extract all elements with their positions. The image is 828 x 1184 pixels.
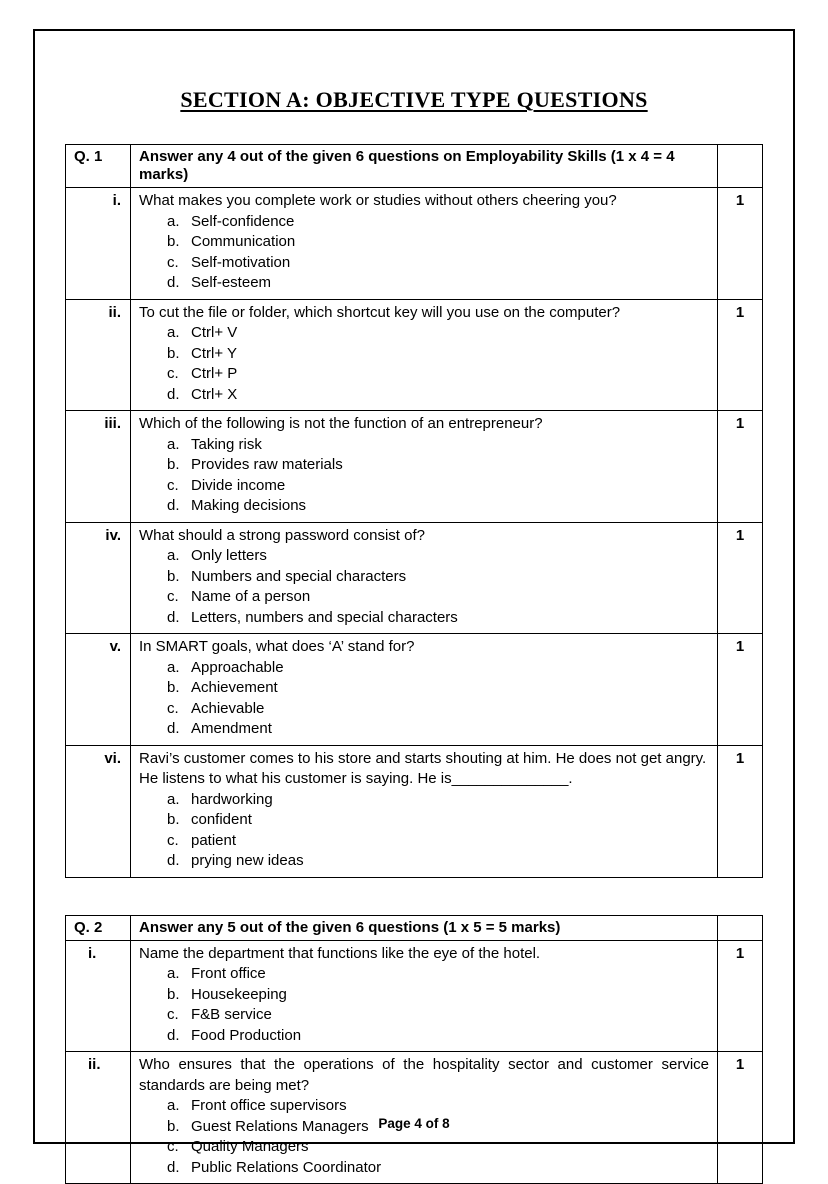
question-number: v.: [66, 634, 131, 746]
option-text: Divide income: [191, 476, 285, 497]
options-list: [167, 323, 709, 405]
option-item: [167, 851, 709, 872]
option-letter: c.: [167, 831, 182, 852]
option-item: [167, 810, 709, 831]
option-item: [167, 1026, 709, 1047]
option-letter: b.: [167, 232, 182, 253]
option-text: Self-motivation: [191, 253, 290, 274]
question-row: [66, 299, 763, 411]
option-item: [167, 608, 709, 629]
options-list: [167, 658, 709, 740]
question-text: In SMART goals, what does ‘A’ stand for?: [139, 637, 709, 658]
question-table: [65, 915, 763, 1184]
marks-header-cell: [718, 145, 763, 188]
option-letter: a.: [167, 1096, 182, 1117]
page-footer: Page 4 of 8: [35, 1116, 793, 1131]
option-letter: b.: [167, 567, 182, 588]
question-row: [66, 634, 763, 746]
question-number: iv.: [66, 522, 131, 634]
option-text: Making decisions: [191, 496, 306, 517]
question-number: ii.: [66, 299, 131, 411]
option-letter: b.: [167, 985, 182, 1006]
marks-cell: 1: [718, 299, 763, 411]
option-letter: a.: [167, 435, 182, 456]
option-item: [167, 1137, 709, 1158]
question-number: ii.: [66, 1052, 131, 1184]
option-letter: c.: [167, 253, 182, 274]
question-set-number: Q. 1: [66, 145, 131, 188]
marks-cell: 1: [718, 522, 763, 634]
marks-cell: 1: [718, 411, 763, 523]
option-letter: c.: [167, 364, 182, 385]
option-text: Ctrl+ X: [191, 385, 237, 406]
question-text: To cut the file or folder, which shortcut key will you use on the computer?: [139, 303, 709, 324]
option-text: Achievement: [191, 678, 278, 699]
option-letter: b.: [167, 1117, 182, 1138]
option-letter: c.: [167, 699, 182, 720]
option-item: [167, 546, 709, 567]
option-text: hardworking: [191, 790, 273, 811]
option-item: [167, 1096, 709, 1117]
option-letter: a.: [167, 964, 182, 985]
option-text: Amendment: [191, 719, 272, 740]
option-item: [167, 496, 709, 517]
question-cell: [131, 940, 718, 1052]
option-text: Approachable: [191, 658, 284, 679]
question-row: [66, 411, 763, 523]
option-text: Letters, numbers and special characters: [191, 608, 458, 629]
question-row: [66, 745, 763, 877]
option-item: [167, 567, 709, 588]
marks-cell: 1: [718, 745, 763, 877]
options-list: [167, 212, 709, 294]
option-item: [167, 435, 709, 456]
option-item: [167, 273, 709, 294]
option-letter: b.: [167, 455, 182, 476]
question-row: [66, 188, 763, 300]
option-text: Provides raw materials: [191, 455, 343, 476]
option-letter: d.: [167, 496, 182, 517]
option-text: Only letters: [191, 546, 267, 567]
option-text: confident: [191, 810, 252, 831]
option-text: Self-confidence: [191, 212, 294, 233]
option-letter: c.: [167, 1137, 182, 1158]
option-letter: d.: [167, 1158, 182, 1179]
option-text: Ctrl+ Y: [191, 344, 237, 365]
question-number: i.: [66, 188, 131, 300]
option-text: prying new ideas: [191, 851, 304, 872]
question-cell: [131, 299, 718, 411]
option-item: [167, 790, 709, 811]
question-table: [65, 144, 763, 878]
tables-container: [65, 144, 763, 1184]
marks-cell: 1: [718, 1052, 763, 1184]
question-number: i.: [66, 940, 131, 1052]
instruction-text: Answer any 4 out of the given 6 questions on Employability Skills (1 x 4 = 4 marks): [131, 145, 718, 188]
option-item: [167, 587, 709, 608]
option-letter: b.: [167, 810, 182, 831]
option-text: Food Production: [191, 1026, 301, 1047]
option-letter: d.: [167, 1026, 182, 1047]
option-text: Front office supervisors: [191, 1096, 347, 1117]
option-item: [167, 212, 709, 233]
page-border: [33, 29, 795, 1144]
marks-header-cell: [718, 915, 763, 940]
question-cell: [131, 634, 718, 746]
question-number: iii.: [66, 411, 131, 523]
option-text: F&B service: [191, 1005, 272, 1026]
option-letter: d.: [167, 273, 182, 294]
option-text: Name of a person: [191, 587, 310, 608]
option-letter: a.: [167, 212, 182, 233]
question-cell: [131, 411, 718, 523]
options-list: [167, 546, 709, 628]
option-text: Housekeeping: [191, 985, 287, 1006]
option-letter: c.: [167, 587, 182, 608]
option-letter: c.: [167, 476, 182, 497]
option-text: Self-esteem: [191, 273, 271, 294]
question-text: Who ensures that the operations of the hospitality sector and customer service standards are being met?: [139, 1055, 709, 1096]
question-text: What makes you complete work or studies without others cheering you?: [139, 191, 709, 212]
option-item: [167, 476, 709, 497]
option-letter: a.: [167, 546, 182, 567]
option-item: [167, 964, 709, 985]
option-item: [167, 1158, 709, 1179]
option-item: [167, 385, 709, 406]
option-text: Communication: [191, 232, 295, 253]
option-letter: a.: [167, 790, 182, 811]
option-item: [167, 678, 709, 699]
marks-cell: 1: [718, 634, 763, 746]
option-item: [167, 1005, 709, 1026]
marks-cell: 1: [718, 188, 763, 300]
question-set-number: Q. 2: [66, 915, 131, 940]
table-spacer: [65, 878, 763, 915]
question-text: Which of the following is not the function of an entrepreneur?: [139, 414, 709, 435]
option-item: [167, 831, 709, 852]
options-list: [167, 790, 709, 872]
option-letter: d.: [167, 719, 182, 740]
question-row: [66, 522, 763, 634]
document-title: SECTION A: OBJECTIVE TYPE QUESTIONS: [65, 87, 763, 113]
option-item: [167, 699, 709, 720]
option-letter: b.: [167, 344, 182, 365]
option-letter: d.: [167, 385, 182, 406]
question-cell: [131, 188, 718, 300]
marks-cell: 1: [718, 940, 763, 1052]
option-letter: b.: [167, 678, 182, 699]
option-text: Guest Relations Managers: [191, 1117, 369, 1138]
option-item: [167, 455, 709, 476]
option-item: [167, 985, 709, 1006]
question-text: Name the department that functions like the eye of the hotel.: [139, 944, 709, 965]
table-header-row: [66, 915, 763, 940]
option-text: Achievable: [191, 699, 264, 720]
option-letter: a.: [167, 323, 182, 344]
question-cell: [131, 745, 718, 877]
options-list: [167, 964, 709, 1046]
option-text: Ctrl+ P: [191, 364, 237, 385]
options-list: [167, 1096, 709, 1178]
table-header-row: [66, 145, 763, 188]
option-letter: a.: [167, 658, 182, 679]
option-text: Quality Managers: [191, 1137, 309, 1158]
option-item: [167, 253, 709, 274]
option-item: [167, 344, 709, 365]
option-item: [167, 323, 709, 344]
option-text: patient: [191, 831, 236, 852]
option-text: Public Relations Coordinator: [191, 1158, 381, 1179]
option-text: Taking risk: [191, 435, 262, 456]
option-letter: d.: [167, 608, 182, 629]
options-list: [167, 435, 709, 517]
option-text: Ctrl+ V: [191, 323, 237, 344]
option-text: Numbers and special characters: [191, 567, 406, 588]
instruction-text: Answer any 5 out of the given 6 questions (1 x 5 = 5 marks): [131, 915, 718, 940]
option-item: [167, 719, 709, 740]
question-text: What should a strong password consist of?: [139, 526, 709, 547]
question-cell: [131, 522, 718, 634]
option-letter: d.: [167, 851, 182, 872]
option-item: [167, 658, 709, 679]
question-number: vi.: [66, 745, 131, 877]
option-text: Front office: [191, 964, 266, 985]
option-item: [167, 232, 709, 253]
option-item: [167, 364, 709, 385]
option-letter: c.: [167, 1005, 182, 1026]
question-text: Ravi’s customer comes to his store and starts shouting at him. He does not get angry. He listens to what his customer is saying. He is______________.: [139, 749, 709, 790]
question-row: [66, 940, 763, 1052]
